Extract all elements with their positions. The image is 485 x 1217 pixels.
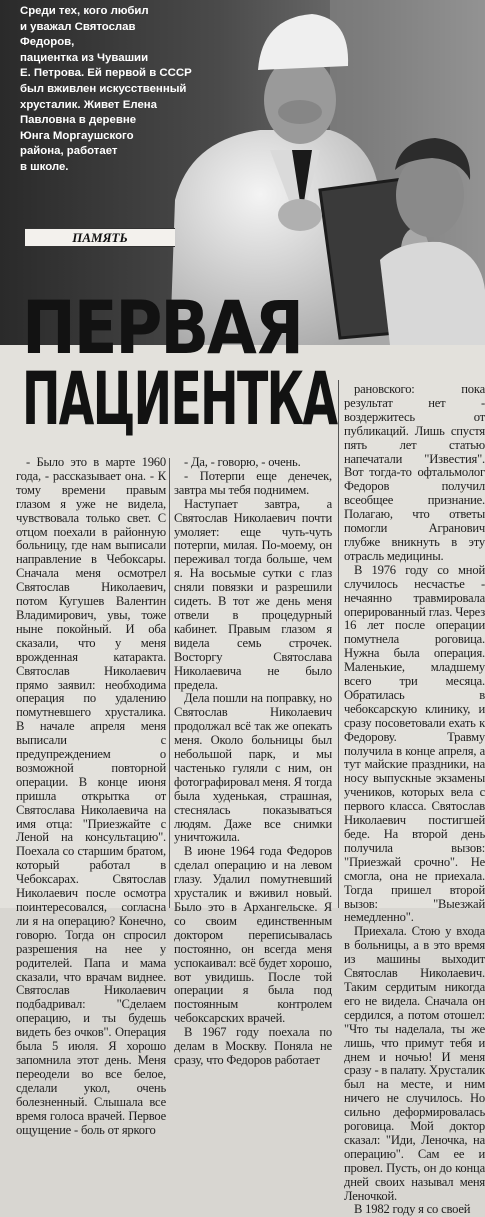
caption-line: Е. Петрова. Ей первой в СССР <box>20 67 192 80</box>
paragraph: В 1967 году поехала по делам в Москву. Поняла не сразу, что Федоров работает <box>174 1025 332 1067</box>
article-column-3 <box>344 383 485 1217</box>
paragraph: Наступает завтра, а Святослав Николаевич почти умоляет: еще чуть-чуть потерпи, милая. По-моему, он переживал тогда больше, чем я. На восьмые сутки с глаз сняли повязки и разрешили сидеть. В тот же день меня отвели в процедурный кабинет. Правым глазом я видела семь строчек. Восторгу Святослава Николаевича не было предела. <box>174 496 332 692</box>
photo-caption <box>20 4 192 176</box>
caption-line: Павловна в деревне <box>20 114 137 127</box>
caption-line: хрусталик. Живет Елена <box>20 98 158 111</box>
paragraph: В 1976 году со мной случилось несчастье - нечаянно травмировала оперированный глаз. Через 16 лет после операции помутнела роговица. Нужна была операция. Маленькие, младшему всего три месяца. Обратилась в чебоксарскую клинику, и сразу посоветовали ехать к Федорову. Травму получила в конце апреля, а тут майские праздники, на носу выпускные экзамены учеников, которых вела с первого класса. Святослав Николаевич постигшей беде. На второй день получила вызов: "Приезжай срочно". Не смогла, она не приехала. Тогда пришел второй вызов: "Выезжай немедленно". <box>344 562 485 925</box>
paragraph: В июне 1964 года Федоров сделал операцию и на левом глазу. Удалил помутневший хрусталик и вживил новый. Было это в Архангельске. Я со своим единственным доктором переписывалась постоянно, он всегда меня успокаивал: всё будет хорошо, вот увидишь. После той операции я была под постоянным контролем чебоксарских врачей. <box>174 844 332 1026</box>
headline-line-1: ПЕРВАЯ <box>22 286 302 371</box>
column-divider <box>169 458 170 908</box>
paragraph: рановского: пока результат нет - воздержитесь от публикаций. Лишь спустя пять лет статью напечатали "Известия". Вот тогда-то офтальмолог Федоров получил всеобщее признание. Полагаю, что ответы помогли Агранович глубже вникнуть в эту отрасль медицины. <box>344 382 485 563</box>
caption-line: пациентка из Чувашии <box>20 51 149 64</box>
paragraph: - Да, - говорю, - очень. <box>184 455 301 469</box>
article-column-2 <box>174 456 332 1068</box>
paragraph: Дела пошли на поправку, но Святослав Николаевич продолжал всё так же опекать меня. Около больницы был небольшой парк, и мы частенько гуляли с ним, он фотографировал меня. Я тогда была худенькая, страшная, стеснялась показываться людям. Даже все снимки уничтожила. <box>174 691 332 845</box>
headline-line-2: ПАЦИЕНТКА <box>22 357 337 442</box>
column-divider <box>338 380 339 908</box>
caption-line: района, работает <box>20 145 118 158</box>
article-column-1 <box>16 456 166 1137</box>
paragraph: - Было это в марте 1960 года, - рассказывает она. - К тому времени правым глазом я уже не видела, чувствовала только свет. С отцом поехали в районную больницу, где нам выписали направление в Чебоксары. Сначала меня осмотрел Святослав Николаевич, потом Кугушев Валентин Владимирович, увы, тоже ныне покойный. И оба сказали, что у меня врожденная катаракта. Святослав Николаевич прямо заявил: необходима операция по удалению помутневшего хрусталика. В начале апреля меня выписали с предупреждением о возможной повторной операции. В конце июня пришла открытка от Святослава Николаевича на имя отца: "Приезжайте с Леной на консультацию". Поехала со старшим братом, который работал в Чебоксарах. Святослав Николаевич после осмотра поинтересовался, согласна ли я на операцию? Конечно, говорю. Тогда он спросил разрешения на нее у родителей. Папа и мама сказали, что врачам виднее. Святослав Николаевич подбадривал: "Сделаем операцию, и ты будешь видеть без очков". Операция была 5 июля. Я хорошо запомнила этот день. Меня переодели во все белое, сделали укол, очень болезненный. Слышала все время голоса врачей. Первое ощущение - боль от яркого <box>16 455 166 1137</box>
caption-line: и уважал Святослав Федоров, <box>20 20 136 49</box>
paragraph: - Потерпи еще денечек, завтра мы тебя поднимем. <box>174 468 332 497</box>
section-rubric: ПАМЯТЬ <box>25 228 175 247</box>
paragraph: В 1982 году я со своей <box>354 1202 471 1217</box>
paragraph: Приехала. Стою у входа в больницы, а в это время из машины выходит Святослав Николаевич. Таким сердитым никогда его не видела. Сначала он сердился, а потом отошел: "Что ты наделала, ты же лишь, что примут тебя и днем и ночью! И меня сразу - в палату. Хрусталик был на месте, и ним ничего не случилось. Но сильно деформировалась роговица. Мой доктор сказал: "Иди, Леночка, на операцию". Сам ее и провел. Пусть, он до конца дней своих называл меня Леночкой. <box>344 924 485 1203</box>
caption-line: был вживлен искусственный <box>20 82 187 95</box>
caption-line: в школе. <box>20 160 69 173</box>
caption-line: Юнга Моргаушского <box>20 129 134 142</box>
caption-line: Среди тех, кого любил <box>20 5 149 17</box>
